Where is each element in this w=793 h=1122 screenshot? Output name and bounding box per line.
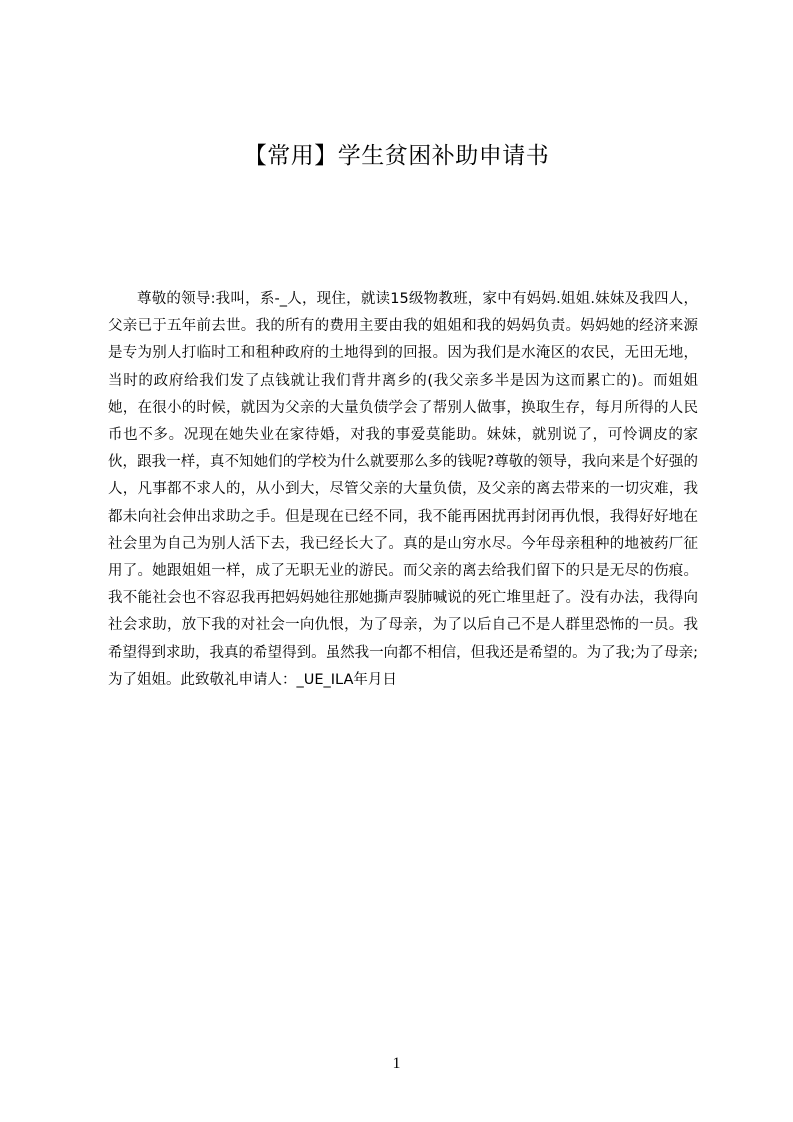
document-body-paragraph: 尊敬的领导:我叫，系-_人，现住，就读15级物教班，家中有妈妈.姐姐.妹妹及我四人，父亲已于五年前去世。我的所有的费用主要由我的姐姐和我的妈妈负责。妈妈她的经济来源是专为别人打临时工和租种政府的土地得到的回报。因为我们是水淹区的农民，无田无地，当时的政府给我们发了点钱就让我们背井离乡的(我父亲多半是因为这而累亡的)。而姐姐她，在很小的时候，就因为父亲的大量负债学会了帮别人做事，换取生存，每月所得的人民币也不多。况现在她失业在家待婚，对我的事爱莫能助。妹妹，就别说了，可怜调皮的家伙，跟我一样，真不知她们的学校为什么就要那么多的钱呢?尊敬的领导，我向来是个好强的人，凡事都不求人的，从小到大，尽管父亲的大量负债，及父亲的离去带来的一切灾难，我都未向社会伸出求助之手。但是现在已经不同，我不能再困扰再封闭再仇恨，我得好好地在社会里为自己为别人活下去，我已经长大了。真的是山穷水尽。今年母亲租种的地被药厂征用了。她跟姐姐一样，成了无职无业的游民。而父亲的离去给我们留下的只是无尽的伤痕。我不能社会也不容忍我再把妈妈她往那她撕声裂肺喊说的死亡堆里赶了。没有办法，我得向社会求助，放下我的对社会一向仇恨，为了母亲，为了以后自己不是人群里恐怖的一员。我希望得到求助，我真的希望得到。虽然我一向都不相信，但我还是希望的。为了我;为了母亲;为了姐姐。此致敬礼申请人：_UE_ILA年月日 <box>108 291 698 688</box>
document-title: 【常用】学生贫困补助申请书 <box>243 143 550 169</box>
page-number: 1 <box>392 1055 401 1072</box>
